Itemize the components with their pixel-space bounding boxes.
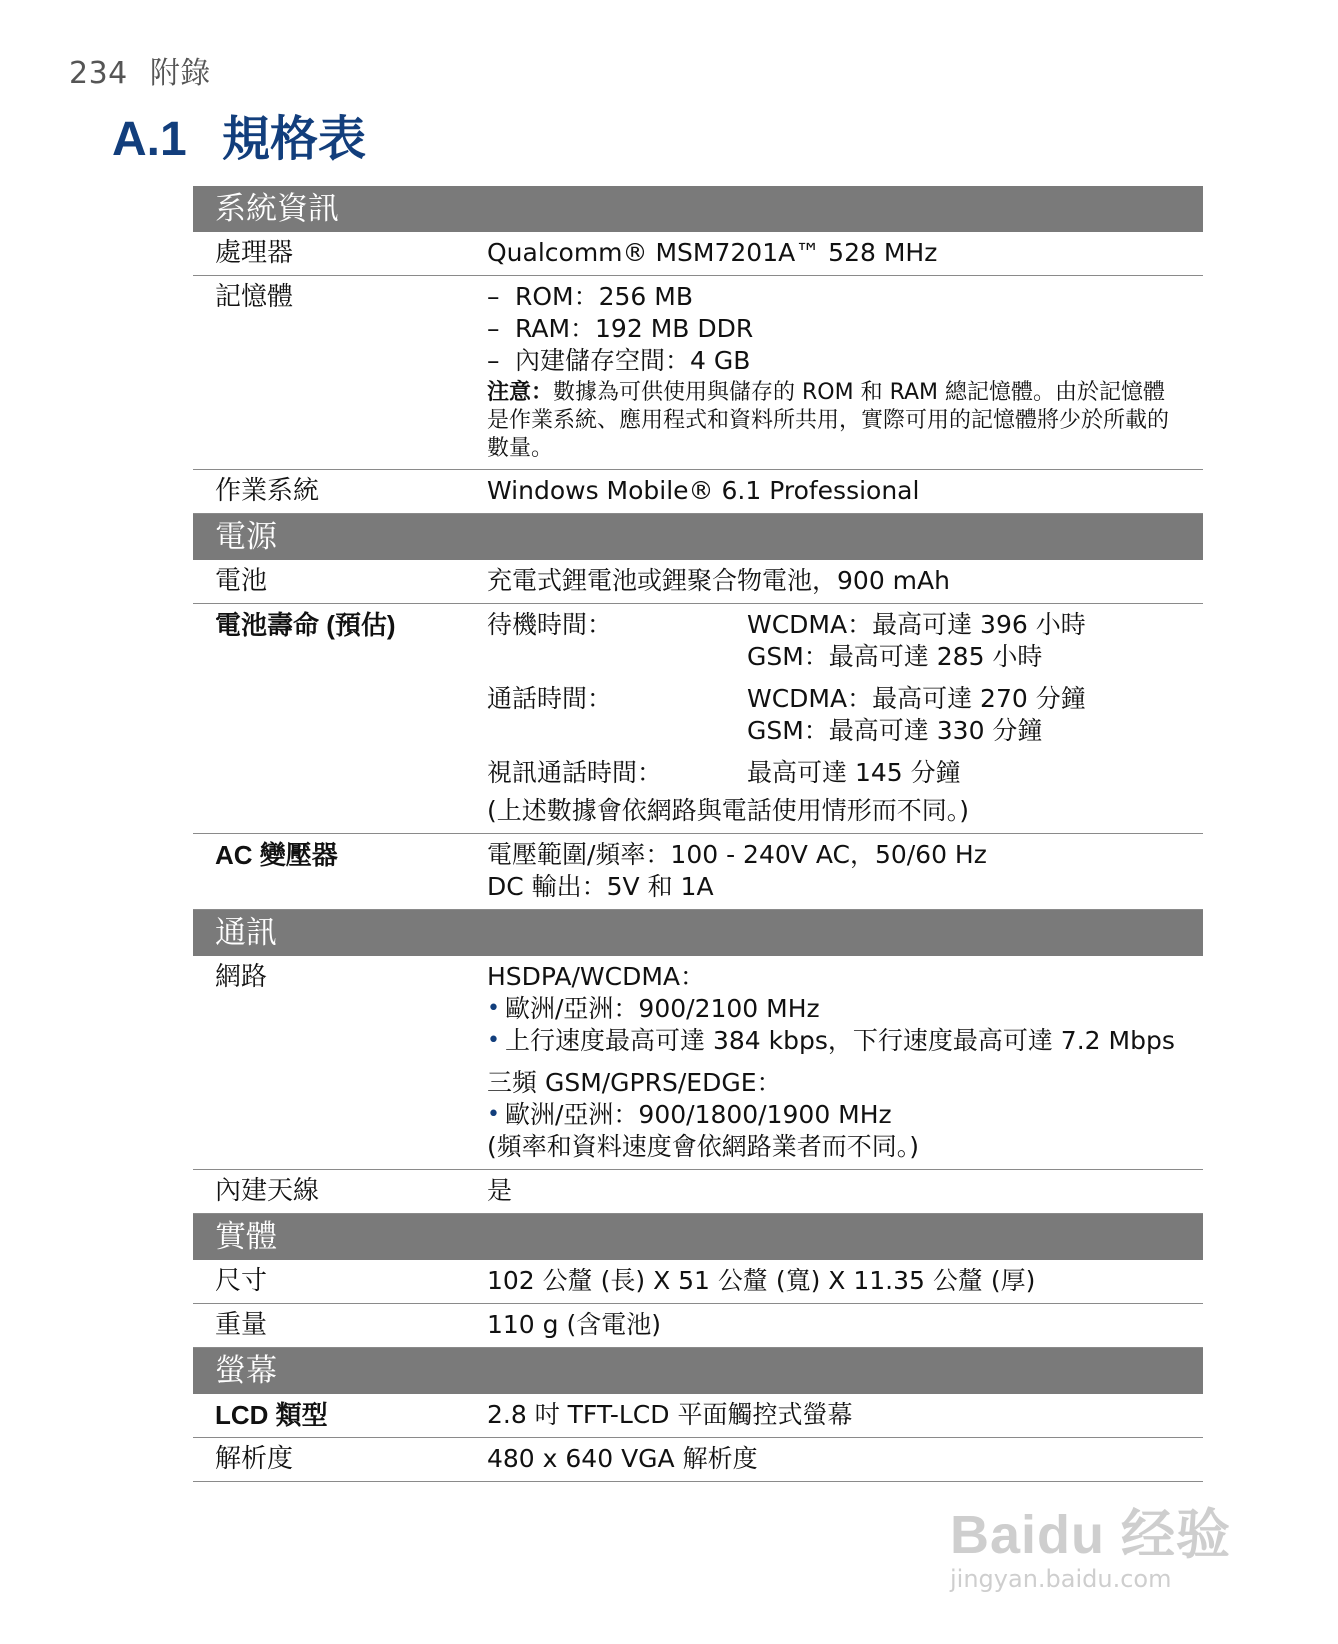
- row-value: Windows Mobile® 6.1 Professional: [487, 476, 920, 505]
- row-antenna: [193, 1170, 1203, 1214]
- section-index: A.1: [112, 113, 187, 166]
- row-label: 重量: [215, 1310, 268, 1340]
- standby-label: 待機時間：: [487, 610, 613, 639]
- category-physical: 實體: [193, 1214, 1203, 1260]
- row-value: 102 公釐 (長) X 51 公釐 (寬) X 11.35 公釐 (厚): [487, 1266, 1036, 1295]
- row-value: Qualcomm® MSM7201A™ 528 MHz: [487, 238, 938, 267]
- talk-values: WCDMA：最高可達 270 分鐘 GSM：最高可達 330 分鐘: [747, 684, 1086, 745]
- row-label: 電池壽命 (預估): [215, 610, 396, 640]
- chapter-name: 附錄: [149, 56, 211, 91]
- list-item: • 上行速度最高可達 384 kbps，下行速度最高可達 7.2 Mbps: [487, 1026, 1175, 1055]
- standby-values: WCDMA：最高可達 396 小時 GSM：最高可達 285 小時: [747, 610, 1086, 671]
- row-label: 記憶體: [215, 282, 294, 312]
- category-power: 電源: [193, 514, 1203, 560]
- category-comm: 通訊: [193, 910, 1203, 956]
- bullet-icon: •: [487, 1028, 500, 1053]
- row-value: [487, 604, 1203, 833]
- row-value: 電壓範圍/頻率：100 - 240V AC，50/60 Hz DC 輸出：5V 和 1A: [487, 840, 987, 901]
- network-footnote: (頻率和資料速度會依網路業者而不同。): [487, 1132, 920, 1161]
- bullet-icon: •: [487, 1102, 500, 1127]
- memory-item: – 內建儲存空間：4 GB: [487, 346, 751, 375]
- gsm-title: 三頻 GSM/GPRS/EDGE：: [487, 1068, 782, 1097]
- row-value: 110 g (含電池): [487, 1310, 661, 1339]
- row-battery-life: [193, 604, 1203, 834]
- section-title: [112, 100, 366, 169]
- row-label: AC 變壓器: [215, 840, 338, 870]
- video-label: 視訊通話時間：: [487, 758, 663, 787]
- row-ac-adapter: [193, 834, 1203, 910]
- row-os: [193, 470, 1203, 514]
- row-weight: [193, 1304, 1203, 1348]
- watermark-url: jingyan.baidu.com: [950, 1565, 1172, 1593]
- row-label: 尺寸: [215, 1266, 268, 1296]
- memory-note: 注意：數據為可供使用與儲存的 ROM 和 RAM 總記憶體。由於記憶體是作業系統、應用程式和資料所共用，實際可用的記憶體將少於所載的數量。: [487, 380, 1170, 461]
- memory-item: – ROM：256 MB: [487, 282, 694, 311]
- category-display: 螢幕: [193, 1348, 1203, 1394]
- row-value: 充電式鋰電池或鋰聚合物電池，900 mAh: [487, 566, 950, 595]
- row-processor: [193, 232, 1203, 276]
- spec-table: [193, 186, 1203, 1482]
- row-value: [487, 276, 1203, 469]
- page-header: [69, 48, 211, 92]
- category-system: 系統資訊: [193, 186, 1203, 232]
- row-value: 2.8 吋 TFT-LCD 平面觸控式螢幕: [487, 1400, 853, 1429]
- talk-label: 通話時間：: [487, 684, 613, 713]
- row-label: 電池: [215, 566, 268, 596]
- row-label: 內建天線: [215, 1176, 320, 1206]
- row-network: [193, 956, 1203, 1170]
- row-label: 處理器: [215, 238, 294, 268]
- row-memory: [193, 276, 1203, 470]
- list-item: • 歐洲/亞洲：900/2100 MHz: [487, 994, 820, 1023]
- row-label: 解析度: [215, 1444, 294, 1474]
- row-label: LCD 類型: [215, 1400, 328, 1430]
- row-label: 作業系統: [215, 476, 320, 506]
- watermark-logo: Baidu 经验: [950, 1505, 1232, 1565]
- hsdpa-title: HSDPA/WCDMA：: [487, 962, 706, 991]
- list-item: • 歐洲/亞洲：900/1800/1900 MHz: [487, 1100, 892, 1129]
- bullet-icon: •: [487, 996, 500, 1021]
- row-lcd: [193, 1394, 1203, 1438]
- memory-item: – RAM：192 MB DDR: [487, 314, 754, 343]
- row-resolution: [193, 1438, 1203, 1482]
- battery-footnote: (上述數據會依網路與電話使用情形而不同。): [487, 796, 970, 825]
- section-title-text: 規格表: [222, 113, 367, 166]
- page-number: 234: [69, 56, 128, 91]
- row-dimensions: [193, 1260, 1203, 1304]
- row-battery: [193, 560, 1203, 604]
- row-label: 網路: [215, 962, 268, 992]
- video-value: 最高可達 145 分鐘: [747, 758, 961, 787]
- row-value: 是: [487, 1176, 513, 1205]
- row-value: [487, 956, 1203, 1169]
- watermark: [950, 1492, 1231, 1593]
- row-value: 480 x 640 VGA 解析度: [487, 1444, 758, 1473]
